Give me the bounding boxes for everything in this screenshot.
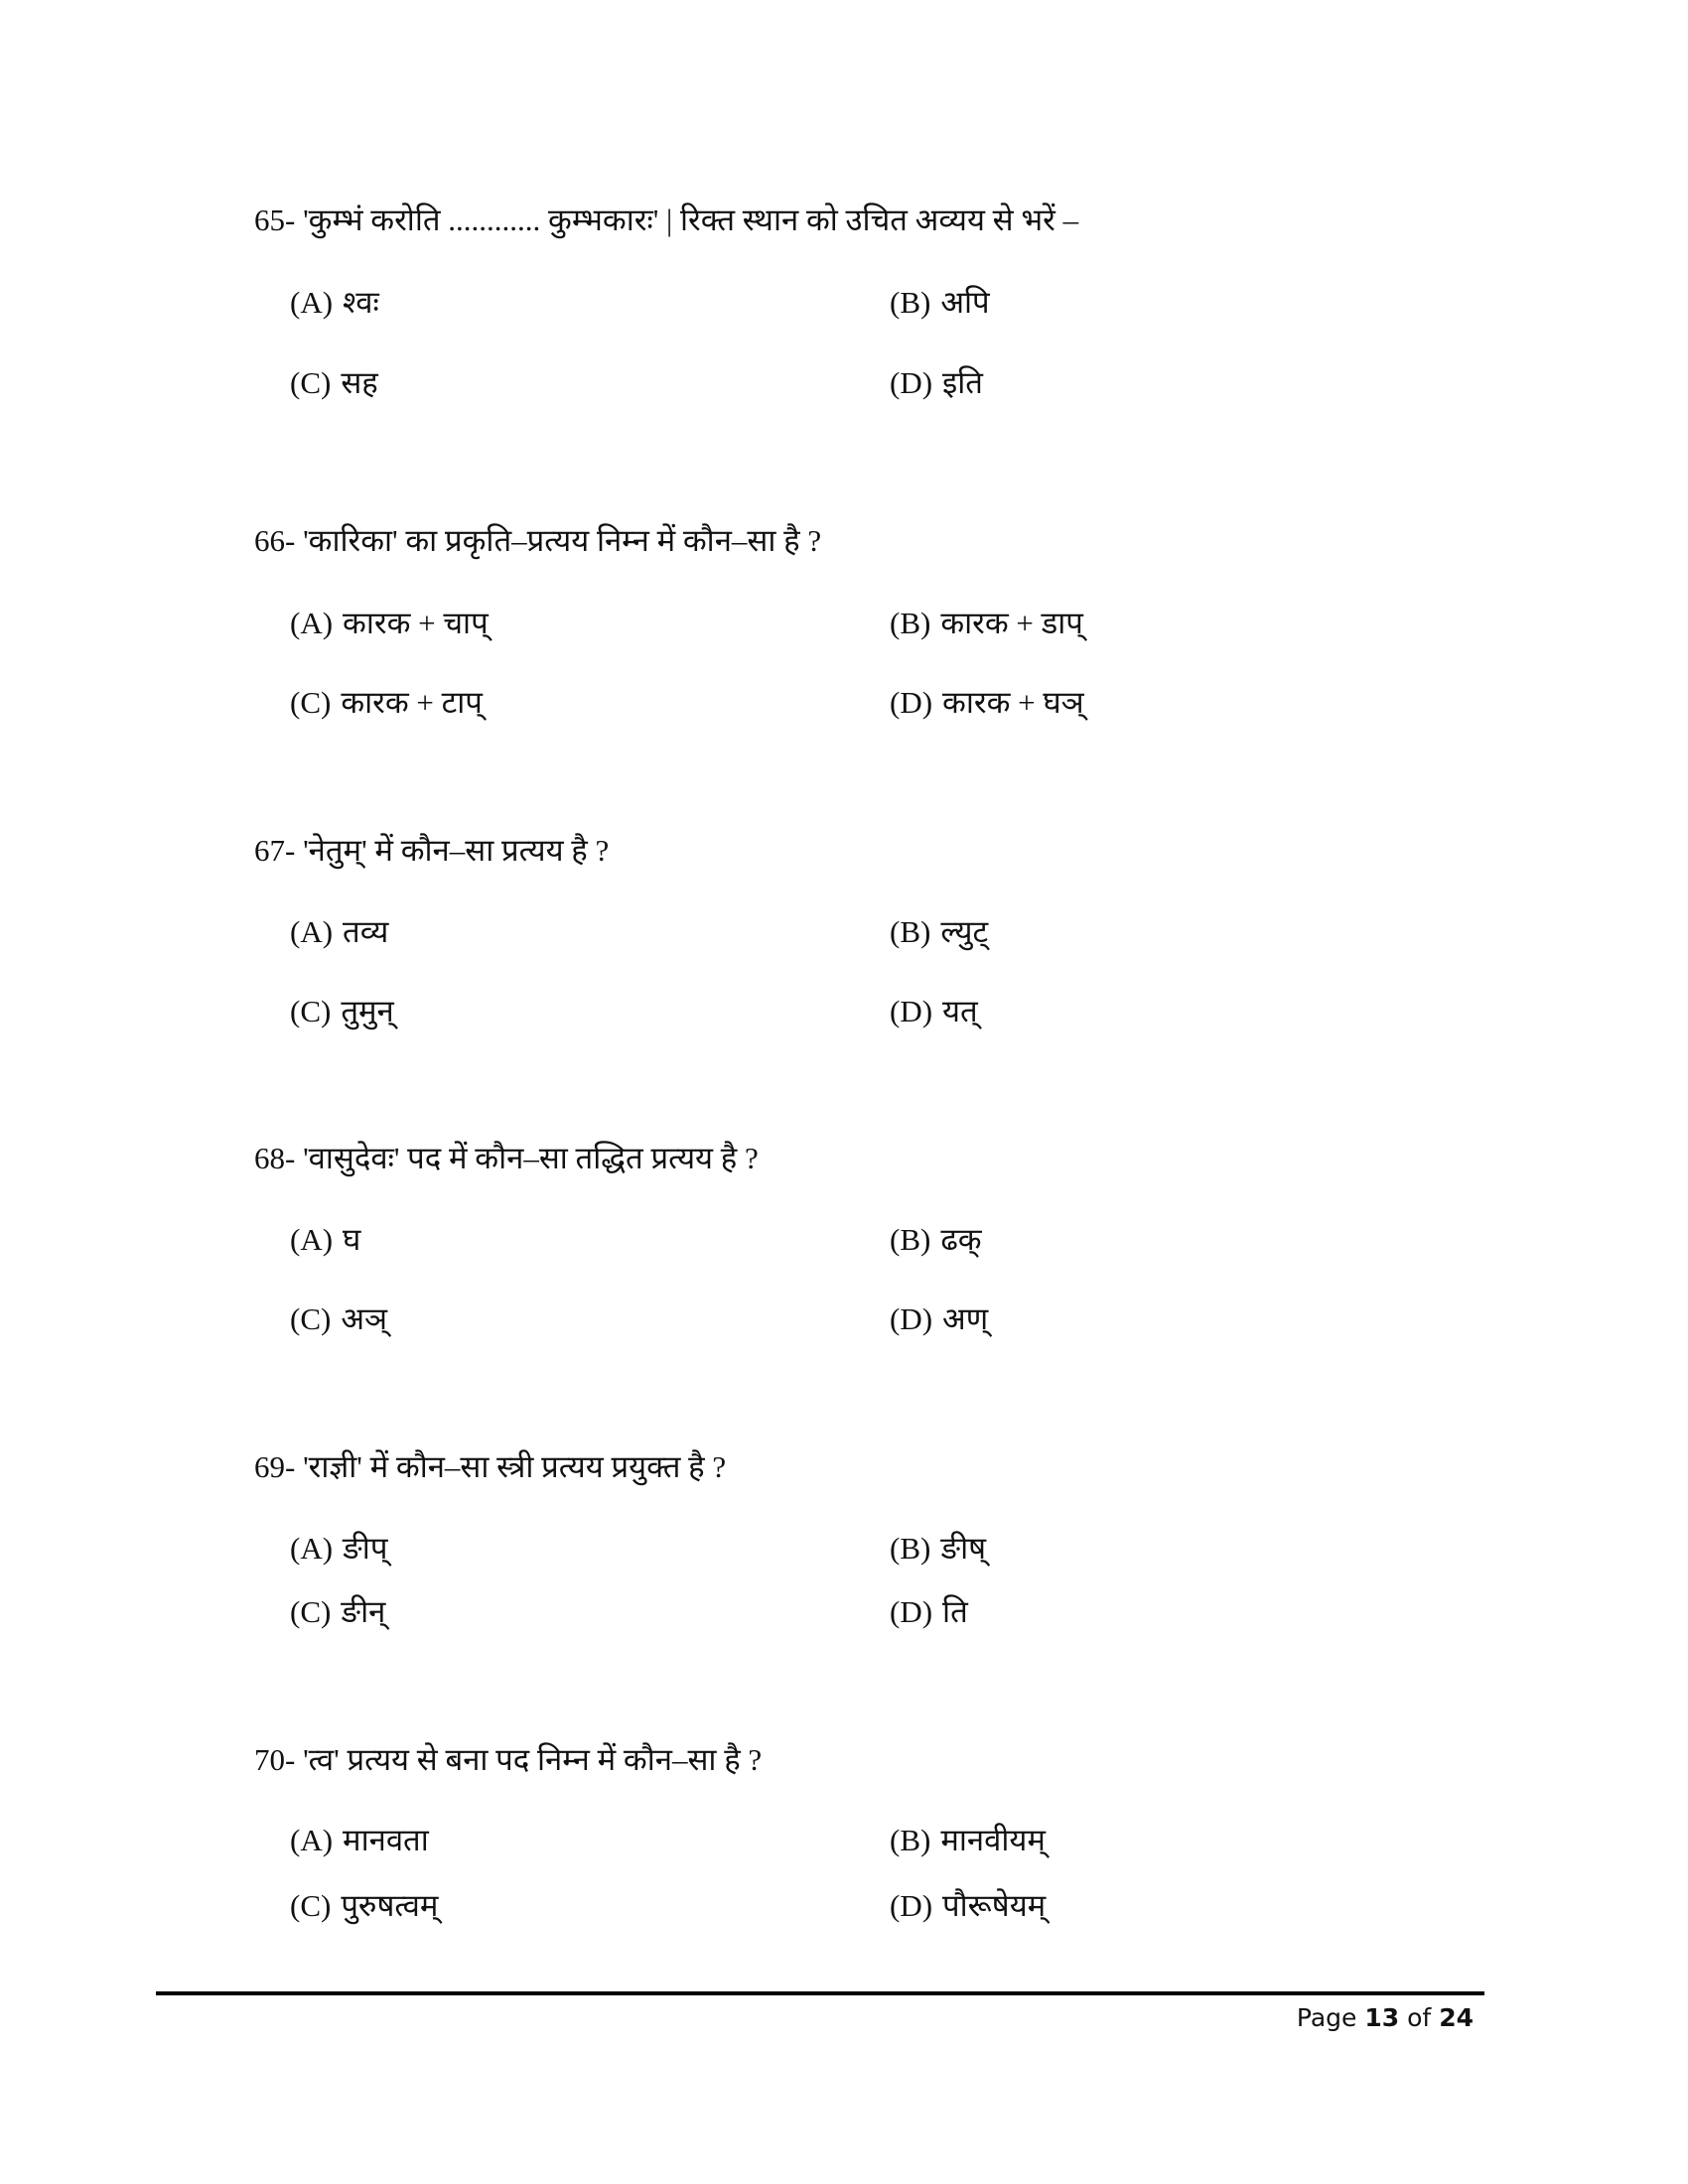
- option-label: (B): [890, 1823, 931, 1857]
- question-text: 69- 'राज्ञी' में कौन–सा स्त्री प्रत्यय प्रयुक्त है ?: [254, 1449, 727, 1484]
- current-page: 13: [1364, 2003, 1400, 2032]
- option-text: ङीन्: [341, 1594, 386, 1629]
- option-text: सह: [341, 365, 378, 400]
- option-text: ति: [942, 1594, 968, 1629]
- option-text: घ: [343, 1222, 361, 1257]
- option-text: कारक + घञ्: [942, 685, 1084, 720]
- option-text: अण्: [942, 1301, 989, 1336]
- option-label: (B): [890, 1222, 931, 1257]
- option-label: (A): [290, 1531, 334, 1566]
- option-label: (D): [890, 685, 933, 720]
- option-label: (C): [290, 365, 332, 400]
- option-text: मानवीयम्: [940, 1823, 1046, 1857]
- option-text: यत्: [942, 994, 978, 1028]
- option-text: ल्युट्: [940, 914, 989, 949]
- answer-option: [890, 1821, 1046, 1860]
- answer-option: [890, 1529, 986, 1569]
- option-label: (B): [890, 1531, 931, 1566]
- option-label: (A): [290, 1222, 334, 1257]
- answer-option: [290, 1821, 429, 1860]
- answer-option: [890, 1592, 968, 1632]
- question-text: 70- 'त्व' प्रत्यय से बना पद निम्न में कौन–सा है ?: [254, 1742, 763, 1777]
- option-label: (A): [290, 914, 334, 949]
- option-text: श्वः: [343, 285, 379, 320]
- question-text: 65- 'कुम्भं करोति ............ कुम्भकारः' | रिक्त स्थान को उचित अव्यय से भरें –: [254, 203, 1079, 237]
- option-text: तुमुन्: [341, 994, 394, 1028]
- option-text: अञ्: [341, 1301, 388, 1336]
- question-text: 67- 'नेतुम्' में कौन–सा प्रत्यय है ?: [254, 833, 610, 868]
- option-label: (A): [290, 285, 334, 320]
- answer-option: [290, 604, 489, 643]
- answer-option: [890, 992, 978, 1031]
- option-text: अपि: [940, 285, 990, 320]
- answer-option: [290, 283, 379, 323]
- answer-option: [890, 1886, 1046, 1926]
- answer-option: [890, 1299, 988, 1339]
- answer-option: [290, 363, 378, 403]
- answer-option: [890, 683, 1084, 723]
- option-label: (A): [290, 606, 334, 640]
- question-text: 68- 'वासुदेवः' पद में कौन–सा तद्धित प्रत्यय है ?: [254, 1141, 759, 1175]
- answer-option: [890, 283, 990, 323]
- footer-divider: [156, 1991, 1484, 1995]
- answer-option: [290, 912, 388, 952]
- option-text: इति: [942, 365, 983, 400]
- answer-option: [890, 1220, 982, 1260]
- option-label: (D): [890, 1301, 933, 1336]
- option-label: (D): [890, 1594, 933, 1629]
- option-label: (B): [890, 285, 931, 320]
- page-word: Page: [1296, 2003, 1357, 2032]
- option-label: (B): [890, 914, 931, 949]
- answer-option: [290, 683, 483, 723]
- option-label: (D): [890, 994, 933, 1028]
- answer-option: [290, 1220, 360, 1260]
- option-text: पौरूषेयम्: [942, 1888, 1047, 1923]
- option-text: ङीष्: [940, 1531, 987, 1566]
- option-text: कारक + टाप्: [341, 685, 483, 720]
- option-label: (D): [890, 365, 933, 400]
- answer-option: [290, 1886, 438, 1926]
- option-label: (C): [290, 685, 332, 720]
- answer-option: [290, 1592, 385, 1632]
- option-label: (A): [290, 1823, 334, 1857]
- option-label: (C): [290, 1301, 332, 1336]
- option-text: कारक + डाप्: [940, 606, 1083, 640]
- option-text: तव्य: [343, 914, 389, 949]
- option-text: कारक + चाप्: [343, 606, 489, 640]
- answer-option: [890, 363, 983, 403]
- answer-option: [290, 1299, 387, 1339]
- option-text: पुरुषत्वम्: [341, 1888, 439, 1923]
- of-word: of: [1407, 2003, 1432, 2032]
- option-label: (B): [890, 606, 931, 640]
- answer-option: [290, 992, 394, 1031]
- question-text: 66- 'कारिका' का प्रकृति–प्रत्यय निम्न में कौन–सा है ?: [254, 523, 822, 558]
- option-label: (D): [890, 1888, 933, 1923]
- option-label: (C): [290, 994, 332, 1028]
- option-label: (C): [290, 1594, 332, 1629]
- answer-option: [890, 604, 1083, 643]
- option-text: ङीप्: [343, 1531, 388, 1566]
- option-label: (C): [290, 1888, 332, 1923]
- option-text: मानवता: [343, 1823, 429, 1857]
- page-number: [1297, 2003, 1474, 2032]
- total-pages: 24: [1439, 2003, 1474, 2032]
- answer-option: [290, 1529, 387, 1569]
- answer-option: [890, 912, 988, 952]
- option-text: ढक्: [940, 1222, 982, 1257]
